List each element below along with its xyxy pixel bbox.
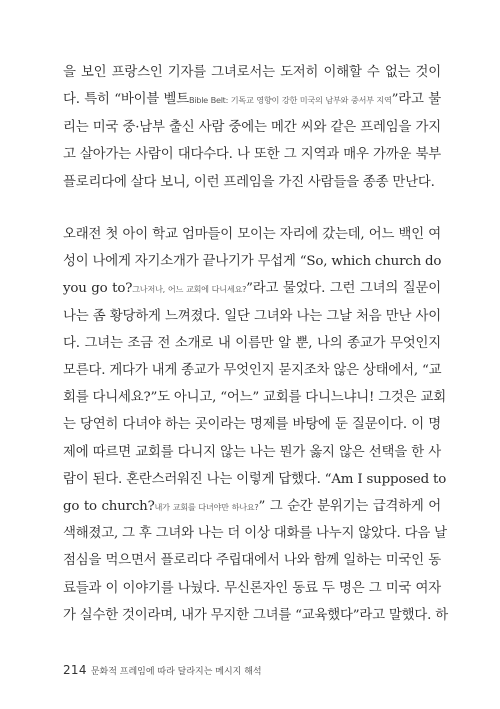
text-line [63,471,447,489]
text-line [63,91,441,109]
inline-gloss: 그나저나, 어느 교회에 다니세요? [132,284,247,295]
text-run: 가 실수한 것이라며, 내가 무지한 그녀를 “교육했다”라고 말했다. 하 [63,607,448,623]
text-run: 제에 따르면 교회를 다니지 않는 나는 뭔가 옳지 않은 선택을 한 사 [63,444,441,460]
text-run: 오래전 첫 아이 학교 엄마들이 모이는 자리에 갔는데, 어느 백인 여 [63,227,441,242]
text-line [63,64,441,82]
text-line [63,607,448,625]
text-run: 모른다. 게다가 내게 종교가 무엇인지 묻지조차 않은 상태에서, “교 [63,363,442,378]
text-line [63,552,441,570]
text-run: go to church? [63,499,155,514]
inline-gloss: Bible Belt: 기독교 영향이 강한 미국의 남부와 중서부 지역 [189,95,392,106]
text-run: ”라고 물었다. 그런 그녀의 질문이 [246,281,441,297]
text-line [63,119,441,137]
text-run: 고 살아가는 사람이 대다수다. 나 또한 그 지역과 매우 가까운 북부 [63,147,441,163]
text-run: 는 당연히 다녀야 하는 곳이라는 명제를 바탕에 둔 질문이다. 이 명 [63,417,441,433]
text-run: ” 그 순간 분위기는 급격하게 어 [258,499,441,514]
text-line [63,308,441,326]
text-line [63,280,441,298]
text-run: ”라고 불 [391,92,441,108]
text-line [63,146,441,164]
text-run: 나는 좀 황당하게 느껴졌다. 일단 그녀와 나는 그날 처음 만난 사이 [63,308,441,324]
text-line [63,416,441,434]
text-run: 리는 미국 중·남부 출신 사람 중에는 메간 씨와 같은 프레임을 가지 [63,119,441,135]
page-number: 214 [63,663,87,677]
text-line [63,580,441,598]
text-run: 다. 그녀는 조금 전 소개로 내 이름만 알 뿐, 나의 종교가 무엇인지 [63,335,441,351]
text-run: 색해졌고, 그 후 그녀와 나는 더 이상 대화를 나누지 않았다. 다음 날 [63,526,447,542]
text-run: you go to? [63,281,133,297]
running-title: 문화적 프레임에 따라 달라지는 메시지 해석 [90,667,262,677]
text-line [63,444,441,462]
text-line [63,525,447,543]
text-run: 플로리다에 살다 보니, 이런 프레임을 가진 사람들을 종종 만난다. [63,174,435,190]
text-run: 을 보인 프랑스인 기자를 그녀로서는 도저히 이해할 수 없는 것이 [63,65,441,80]
text-line [63,174,441,192]
text-run: 회를 다니세요?”도 아니고, “어느” 교회를 다니느냐니! 그것은 교회 [63,390,446,406]
text-run: 람이 된다. 혼란스러워진 나는 이렇게 답했다. “Am I supposed to [63,471,447,487]
text-line [63,389,446,407]
text-line [63,498,441,516]
text-line [63,253,441,271]
inline-gloss: 내가 교회를 다녀야만 하나요? [154,502,259,512]
text-run: 료들과 이 이야기를 나눴다. 무신론자인 동료 두 명은 그 미국 여자 [63,580,441,596]
text-line [63,362,441,380]
text-line [63,335,441,353]
text-line [63,226,441,244]
page-footer [63,663,262,679]
text-run: “바이블 벨트 [114,92,190,108]
text-run: 다. 특히 [63,92,115,108]
text-run: 점심을 먹으면서 플로리다 주립대에서 나와 함께 일하는 미국인 동 [63,553,441,569]
text-run: 성이 나에게 자기소개가 끝나기가 무섭게 “So, which church do [63,254,442,270]
